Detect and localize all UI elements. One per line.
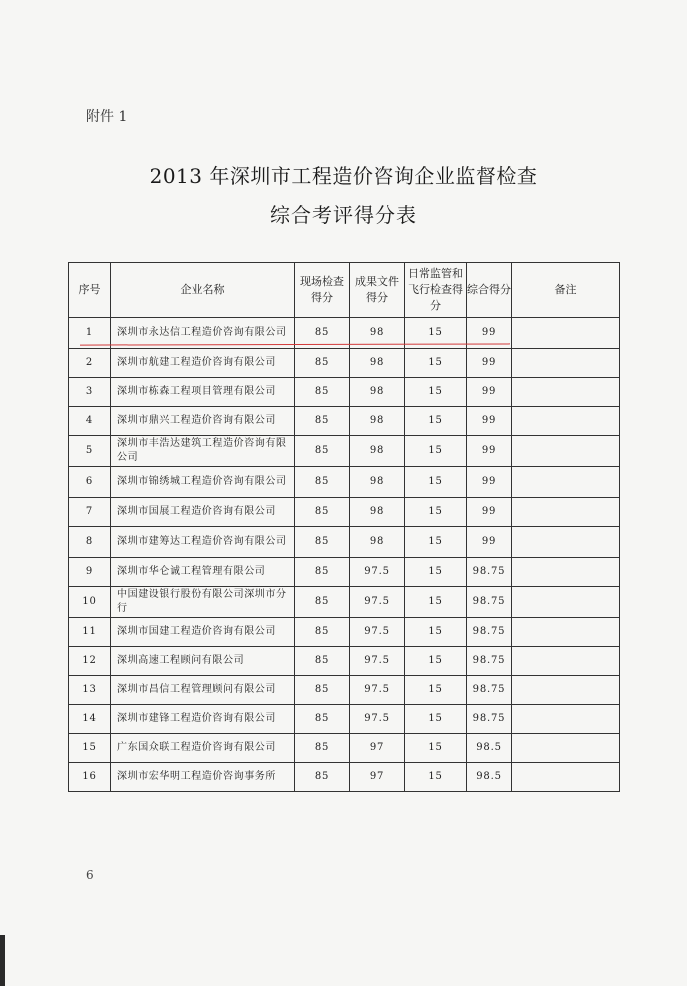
cell-daily: 15 (405, 407, 467, 436)
cell-name: 深圳市宏华明工程造价咨询事务所 (111, 763, 295, 792)
cell-total: 99 (467, 378, 512, 407)
cell-daily: 15 (405, 558, 467, 587)
cell-name: 深圳市昌信工程管理顾问有限公司 (111, 676, 295, 705)
cell-note (512, 734, 620, 763)
cell-docs: 98 (350, 318, 405, 349)
header-name: 企业名称 (111, 263, 295, 318)
cell-seq: 13 (69, 676, 111, 705)
table-row (69, 378, 620, 407)
cell-seq: 2 (69, 349, 111, 378)
cell-onsite: 85 (295, 676, 350, 705)
cell-docs: 98 (350, 467, 405, 498)
cell-total: 99 (467, 407, 512, 436)
cell-onsite: 85 (295, 763, 350, 792)
cell-daily: 15 (405, 734, 467, 763)
attachment-label: 附件 1 (86, 109, 128, 125)
cell-daily: 15 (405, 587, 467, 618)
page-number: 6 (86, 868, 94, 882)
table-row (69, 407, 620, 436)
cell-note (512, 527, 620, 558)
cell-note (512, 436, 620, 467)
cell-docs: 97.5 (350, 618, 405, 647)
cell-daily: 15 (405, 618, 467, 647)
table-row (69, 676, 620, 705)
cell-seq: 16 (69, 763, 111, 792)
cell-docs: 98 (350, 436, 405, 467)
cell-name: 深圳高速工程顾问有限公司 (111, 647, 295, 676)
cell-total: 99 (467, 318, 512, 349)
header-total: 综合得分 (467, 263, 512, 318)
cell-name: 深圳市华仑诚工程管理有限公司 (111, 558, 295, 587)
cell-name: 深圳市丰浩达建筑工程造价咨询有限公司 (111, 436, 295, 467)
cell-seq: 3 (69, 378, 111, 407)
cell-daily: 15 (405, 676, 467, 705)
cell-docs: 98 (350, 378, 405, 407)
cell-seq: 4 (69, 407, 111, 436)
cell-docs: 97.5 (350, 558, 405, 587)
cell-daily: 15 (405, 498, 467, 527)
cell-note (512, 587, 620, 618)
cell-seq: 12 (69, 647, 111, 676)
table-row (69, 436, 620, 467)
cell-docs: 97.5 (350, 676, 405, 705)
cell-name: 深圳市建锋工程造价咨询有限公司 (111, 705, 295, 734)
cell-note (512, 498, 620, 527)
cell-onsite: 85 (295, 647, 350, 676)
cell-seq: 7 (69, 498, 111, 527)
table-row (69, 734, 620, 763)
cell-onsite: 85 (295, 349, 350, 378)
header-seq: 序号 (69, 263, 111, 318)
header-onsite: 现场检查得分 (295, 263, 350, 318)
table-row (69, 498, 620, 527)
cell-total: 98.5 (467, 763, 512, 792)
cell-seq: 10 (69, 587, 111, 618)
table-row (69, 587, 620, 618)
cell-note (512, 676, 620, 705)
cell-note (512, 467, 620, 498)
cell-docs: 98 (350, 407, 405, 436)
cell-total: 98.5 (467, 734, 512, 763)
cell-onsite: 85 (295, 705, 350, 734)
table-row (69, 558, 620, 587)
cell-note (512, 618, 620, 647)
cell-onsite: 85 (295, 587, 350, 618)
cell-onsite: 85 (295, 467, 350, 498)
cell-name: 中国建设银行股份有限公司深圳市分行 (111, 587, 295, 618)
cell-total: 99 (467, 467, 512, 498)
document-subtitle: 综合考评得分表 (270, 203, 417, 227)
cell-name: 深圳市锦绣城工程造价咨询有限公司 (111, 467, 295, 498)
cell-daily: 15 (405, 349, 467, 378)
cell-onsite: 85 (295, 498, 350, 527)
table-row (69, 705, 620, 734)
table-row (69, 763, 620, 792)
table-row (69, 647, 620, 676)
table-header-row (69, 263, 620, 318)
cell-seq: 15 (69, 734, 111, 763)
cell-onsite: 85 (295, 318, 350, 349)
score-table (68, 262, 620, 792)
cell-total: 98.75 (467, 558, 512, 587)
cell-total: 98.75 (467, 705, 512, 734)
table-row (69, 467, 620, 498)
cell-daily: 15 (405, 378, 467, 407)
cell-docs: 98 (350, 349, 405, 378)
cell-docs: 97.5 (350, 647, 405, 676)
document-title: 2013 年深圳市工程造价咨询企业监督检查 (149, 164, 538, 188)
cell-name: 深圳市国展工程造价咨询有限公司 (111, 498, 295, 527)
cell-seq: 11 (69, 618, 111, 647)
cell-onsite: 85 (295, 436, 350, 467)
cell-name: 深圳市鼎兴工程造价咨询有限公司 (111, 407, 295, 436)
cell-docs: 97.5 (350, 587, 405, 618)
cell-daily: 15 (405, 647, 467, 676)
cell-docs: 97.5 (350, 705, 405, 734)
cell-name: 深圳市永达信工程造价咨询有限公司 (111, 318, 295, 349)
cell-total: 99 (467, 436, 512, 467)
cell-total: 98.75 (467, 647, 512, 676)
cell-note (512, 349, 620, 378)
cell-onsite: 85 (295, 558, 350, 587)
header-daily: 日常监管和飞行检查得分 (405, 263, 467, 318)
cell-docs: 98 (350, 527, 405, 558)
cell-total: 98.75 (467, 676, 512, 705)
cell-daily: 15 (405, 705, 467, 734)
cell-note (512, 558, 620, 587)
cell-name: 深圳市建筹达工程造价咨询有限公司 (111, 527, 295, 558)
table-row (69, 618, 620, 647)
cell-name: 深圳市航建工程造价咨询有限公司 (111, 349, 295, 378)
cell-name: 深圳市栋森工程项目管理有限公司 (111, 378, 295, 407)
cell-daily: 15 (405, 763, 467, 792)
header-docs: 成果文件得分 (350, 263, 405, 318)
cell-note (512, 407, 620, 436)
cell-note (512, 705, 620, 734)
cell-note (512, 318, 620, 349)
cell-note (512, 647, 620, 676)
cell-onsite: 85 (295, 407, 350, 436)
table-row (69, 527, 620, 558)
cell-daily: 15 (405, 318, 467, 349)
cell-seq: 9 (69, 558, 111, 587)
cell-total: 99 (467, 498, 512, 527)
cell-onsite: 85 (295, 527, 350, 558)
cell-seq: 1 (69, 318, 111, 349)
cell-note (512, 763, 620, 792)
cell-docs: 97 (350, 734, 405, 763)
cell-total: 99 (467, 527, 512, 558)
cell-name: 深圳市国建工程造价咨询有限公司 (111, 618, 295, 647)
cell-onsite: 85 (295, 618, 350, 647)
cell-onsite: 85 (295, 734, 350, 763)
cell-daily: 15 (405, 436, 467, 467)
cell-seq: 6 (69, 467, 111, 498)
cell-docs: 97 (350, 763, 405, 792)
cell-name: 广东国众联工程造价咨询有限公司 (111, 734, 295, 763)
cell-seq: 14 (69, 705, 111, 734)
cell-seq: 8 (69, 527, 111, 558)
cell-daily: 15 (405, 467, 467, 498)
header-note: 备注 (512, 263, 620, 318)
cell-docs: 98 (350, 498, 405, 527)
cell-total: 98.75 (467, 587, 512, 618)
cell-onsite: 85 (295, 378, 350, 407)
cell-daily: 15 (405, 527, 467, 558)
cell-total: 99 (467, 349, 512, 378)
table-row (69, 349, 620, 378)
cell-note (512, 378, 620, 407)
cell-seq: 5 (69, 436, 111, 467)
binding-edge (0, 935, 5, 986)
cell-total: 98.75 (467, 618, 512, 647)
